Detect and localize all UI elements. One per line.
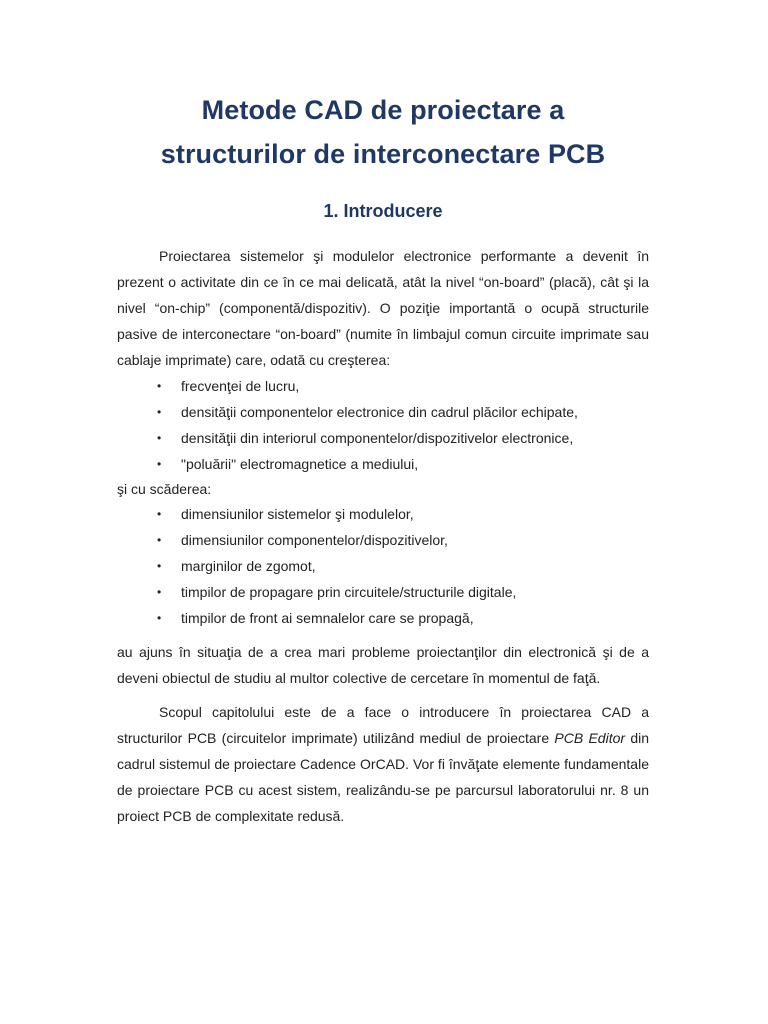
list-item-text: timpilor de propagare prin circuitele/structurile digitale, (181, 584, 517, 600)
title-line-1: Metode CAD de proiectare a (201, 95, 565, 125)
scope-paragraph (117, 699, 649, 829)
list-item-text: dimensiunilor sistemelor şi modulelor, (181, 506, 414, 522)
bullet-icon: • (157, 431, 162, 445)
bullet-icon: • (157, 405, 162, 419)
list-item-text: "poluării" electromagnetice a mediului, (181, 456, 419, 472)
list-item-text: frecvenţei de lucru, (181, 378, 300, 394)
list-item-text: densităţii componentelor electronice din cadrul plăcilor echipate, (181, 404, 578, 420)
conclusion-paragraph: au ajuns în situaţia de a crea mari probleme proiectanţilor din electronică şi de a deveni obiectul de studiu al multor colective de cercetare în momentul de faţă. (117, 644, 649, 686)
list-item (117, 373, 649, 399)
bullet-icon: • (157, 507, 162, 521)
list-item (117, 527, 649, 553)
list-item (117, 553, 649, 579)
list-item (117, 605, 649, 631)
list-item-text: timpilor de front ai semnalelor care se propagă, (181, 610, 474, 626)
list-item-text: densităţii din interiorul componentelor/dispozitivelor electronice, (181, 430, 574, 446)
increase-factors-list (117, 373, 649, 477)
scope-text-end: din cadrul sistemul de proiectare Cadence OrCAD. Vor fi învăţate elemente fundamentale de proiectare PCB cu acest sistem, realizându-se pe parcursul laboratorului nr. 8 un proiect PCB de complexitate redusă. (117, 730, 649, 824)
scope-text-italic: PCB Editor (554, 730, 626, 746)
list-item-text: marginilor de zgomot, (181, 558, 316, 574)
document-title (117, 88, 649, 176)
scope-text-start: Scopul capitolului este de a face o introducere în proiectarea CAD a structurilor PCB (circuitelor imprimate) utilizând mediul de proiectare (117, 704, 649, 746)
list-item (117, 451, 649, 477)
bullet-icon: • (157, 379, 162, 393)
connector-text: şi cu scăderea: (117, 481, 212, 497)
decrease-factors-list (117, 501, 649, 631)
section-heading: 1. Introducere (323, 201, 443, 221)
bullet-icon: • (157, 533, 162, 547)
list-item-text: dimensiunilor componentelor/dispozitivelor, (181, 532, 448, 548)
intro-paragraph: Proiectarea sistemelor şi modulelor electronice performante a devenit în prezent o activitate din ce în ce mai delicată, atât la nivel “on-board” (placă), cât şi la nivel “on-chip” (componentă/dispozitiv). O poziţie importantă o ocupă structurile pasive de interconectare “on-board” (numite în limbajul comun circuite imprimate sau cablaje imprimate) care, odată cu creşterea: (117, 248, 649, 368)
bullet-icon: • (157, 559, 162, 573)
list-item (117, 425, 649, 451)
bullet-icon: • (157, 457, 162, 471)
list-item (117, 579, 649, 605)
document-page (117, 88, 649, 829)
list-item (117, 501, 649, 527)
bullet-icon: • (157, 611, 162, 625)
title-line-2: structurilor de interconectare PCB (160, 139, 606, 169)
list-item (117, 399, 649, 425)
bullet-icon: • (157, 585, 162, 599)
